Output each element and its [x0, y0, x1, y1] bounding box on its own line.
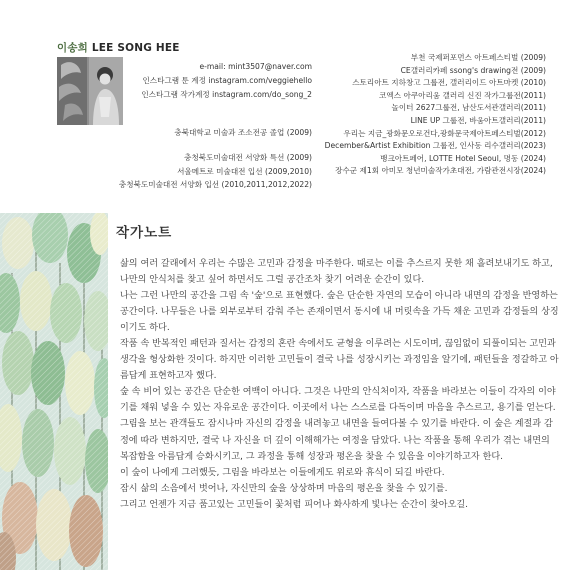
exhibition-item: 놀이터 2627그룹전, 남산도서관갤러리(2011): [391, 103, 546, 113]
artist-name: [57, 40, 180, 55]
education-item: 충북대학교 미술과 조소전공 졸업 (2009): [174, 128, 312, 137]
note-paragraph: 이 숲이 나에게 그러했듯, 그림을 바라보는 이들에게도 위로와 휴식이 되길 바란다.: [120, 467, 445, 478]
exhibition-item: 코엑스 아쿠아리움 갤러리 신진 작가그룹전(2011): [379, 90, 546, 100]
note-paragraph: 삶의 여러 갈래에서 우리는 수많은 고민과 감정을 마주한다. 때로는 이를 추스르지 못한 채 흘려보내기도 하고, 나만의 안식처를 찾고 싶어 하면서도 그럴 공간조차 찾기 어려운 순간이 있다.: [120, 259, 553, 286]
award-item: 충청북도미술대전 서양화 특선 (2009): [184, 153, 312, 162]
exhibition-item: 장수군 제1회 아미모 청년미술작가초대전, 가람관전시장(2024): [335, 166, 546, 176]
note-paragraph: 작품 속 반복적인 패턴과 질서는 감정의 혼란 속에서도 균형을 이루려는 시도이며, 끊임없이 되풀이되는 고민과 생각을 형상화한 것이다. 하지만 이러한 고민들이 결국 나를 성장시키는 과정임을 알기에, 패턴들을 정갈하고 아름답게 표현하고자 했다.: [120, 339, 559, 382]
note-paragraph: 나는 그런 나만의 공간을 그림 속 '숲'으로 표현했다. 숲은 단순한 자연의 모습이 아니라 내면의 감정을 반영하는 공간이다. 나무들은 나를 외부로부터 감춰 주는 존재이면서 동시에 내 머릿속을 가득 채운 고민과 감정들의 상징이기도 하다.: [120, 291, 559, 334]
exhibition-list: [325, 52, 546, 178]
exhibition-item: December&Artist Exhibition 그룹전, 인사동 리수갤러리(2023): [324, 141, 546, 151]
artist-note-body: [120, 256, 560, 513]
contact-info: [141, 60, 312, 102]
exhibition-item: 우리는 지금_광화문오로건다,광화문국제아트페스티벌(2012): [343, 128, 546, 138]
note-paragraph: 숲 속 비어 있는 공간은 단순한 여백이 아니다. 그것은 나만의 안식처이자, 작품을 바라보는 이들이 각자의 이야기를 채워 넣을 수 있는 자유로운 공간이다. 이곳에서 나는 스스로를 다독이며 마음을 추스르고, 용기를 얻는다. 그림을 보는 관객들도 잠시나마 자신의 감정을 내려놓고 내면을 들여다볼 수 있기를 바란다. 이 숲은 계절과 감정에 따라 변하지만, 결국 나 자신을 더 깊이 이해해가는 여정을 담았다. 나는 작품을 통해 우리가 겪는 내면의 복잡함을 아름답게 승화시키고, 그 과정을 통해 성장과 평온을 찾을 수 있음을 이야기하고자 한다.: [120, 387, 556, 462]
exhibition-item: 뱅크아트페어, LOTTE Hotel Seoul, 명동 (2024): [380, 153, 546, 163]
artist-photo-image: [57, 57, 123, 125]
exhibition-item: LINE UP 그룹전, 바움아트갤러리(2011): [410, 115, 546, 125]
instagram-artist-text: 인스타그램 작가계정 instagram.com/do_song_2: [141, 90, 312, 99]
award-item: 충청북도미술대전 서양화 입선 (2010,2011,2012,2022): [118, 180, 312, 189]
exhibition-item: 부천 국제퍼포먼스 아트페스티벌 (2009): [410, 53, 546, 62]
artist-name-ko: 이송희: [57, 42, 89, 54]
exhibition-item: 스토리아트 지하창고 그룹전, 갤러리이드 아트마켓 (2010): [352, 78, 546, 88]
education: [174, 126, 312, 140]
instagram-toon-text: 인스타그램 툰 계정 instagram.com/veggiehello: [142, 76, 312, 85]
exhibition-item: CE갤러리카페 ssong's drawing전 (2009): [400, 65, 546, 75]
award-item: 서울메트로 미술대전 입선 (2009,2010): [177, 166, 312, 176]
artist-note-title: 작가노트: [116, 225, 173, 241]
email-text: e-mail: mint3507@naver.com: [199, 62, 312, 71]
forest-artwork: [0, 213, 108, 570]
awards-list: [119, 151, 312, 192]
note-paragraph: 잠시 삶의 소음에서 벗어나, 자신만의 숲을 상상하며 마음의 평온을 찾을 수 있기를.: [120, 483, 448, 494]
forest-artwork-image: [0, 213, 108, 570]
artist-photo: [57, 57, 123, 125]
note-paragraph: 그리고 언젠가 지금 품고있는 고민들이 꽃처럼 피어나 화사하게 빛나는 순간이 찾아오길.: [120, 499, 469, 510]
artist-name-en: LEE SONG HEE: [91, 42, 180, 54]
